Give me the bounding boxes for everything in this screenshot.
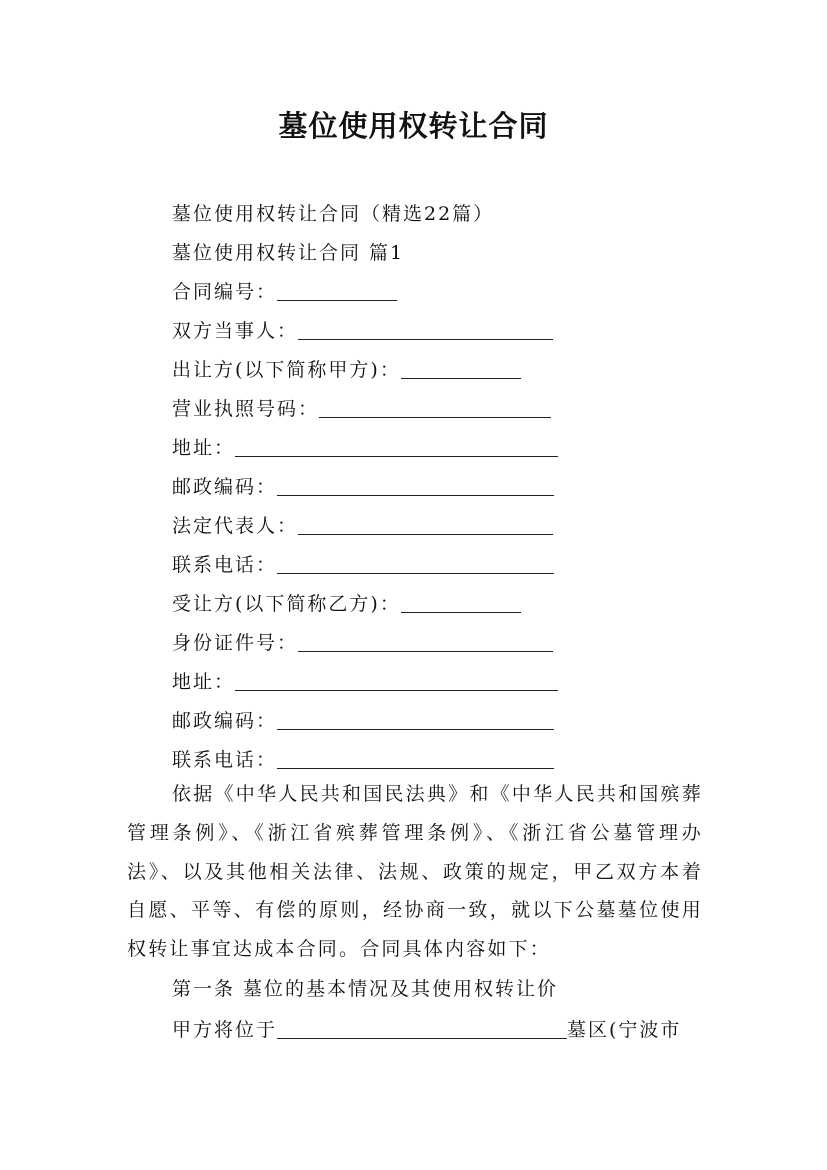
field-address-a [172,430,558,460]
field-transferor [172,352,521,382]
field-id-no [172,625,553,655]
document-title: 墓位使用权转让合同 [278,109,549,143]
field-label: 合同编号： [172,281,278,303]
field-label: 地址： [172,437,236,459]
field-license-no [172,391,551,421]
field-label: 身份证件号： [172,632,299,654]
document-subtitle: 墓位使用权转让合同（精选22篇） [172,203,495,225]
field-parties [172,313,553,343]
fill-in-blank[interactable] [298,317,553,340]
fill-in-blank[interactable] [401,356,521,379]
field-transferee [172,586,521,616]
field-address-b [172,664,558,694]
fill-in-blank[interactable] [277,278,397,301]
article-1-heading: 第一条 墓位的基本情况及其使用权转让价 [172,978,559,1000]
fill-in-blank[interactable] [235,434,558,457]
field-phone-a [172,547,554,577]
field-label: 联系电话： [172,554,278,576]
field-label: 法定代表人： [172,515,299,537]
fill-in-blank[interactable] [277,707,554,730]
field-phone-b [172,742,554,772]
field-contract-no [172,274,397,304]
field-label: 地址： [172,671,236,693]
field-label: 联系电话： [172,749,278,771]
fill-in-blank[interactable] [235,668,558,691]
section-heading: 墓位使用权转让合同 篇1 [172,242,405,264]
field-label: 出让方(以下简称甲方)： [172,359,401,381]
field-postcode-a [172,469,554,499]
field-label: 营业执照号码： [172,398,320,420]
fill-in-blank[interactable] [277,746,554,769]
preamble-paragraph: 依据《中华人民共和国民法典》和《中华人民共和国殡葬管理条例》、《浙江省殡葬管理条例》、《浙江省公墓管理办法》、以及其他相关法律、法规、政策的规定，甲乙双方本着自愿、平等、有偿的原则，经协商一致，就以下公墓墓位使用权转让事宜达成本合同。合同具体内容如下： [127,783,703,961]
field-label: 邮政编码： [172,476,278,498]
field-postcode-b [172,703,554,733]
fill-in-blank[interactable] [277,551,554,574]
fill-in-blank[interactable] [277,1016,567,1039]
fill-in-blank[interactable] [319,395,551,418]
fill-in-blank[interactable] [277,473,554,496]
field-label: 双方当事人： [172,320,299,342]
fill-in-blank[interactable] [401,590,521,613]
field-label: 受让方(以下简称乙方)： [172,593,401,615]
field-label: 邮政编码： [172,710,278,732]
fill-in-blank[interactable] [298,629,553,652]
fill-in-blank[interactable] [298,512,553,535]
field-legal-rep [172,508,553,538]
article-1-text: 甲方将位于 墓区(宁波市 [172,1012,681,1042]
